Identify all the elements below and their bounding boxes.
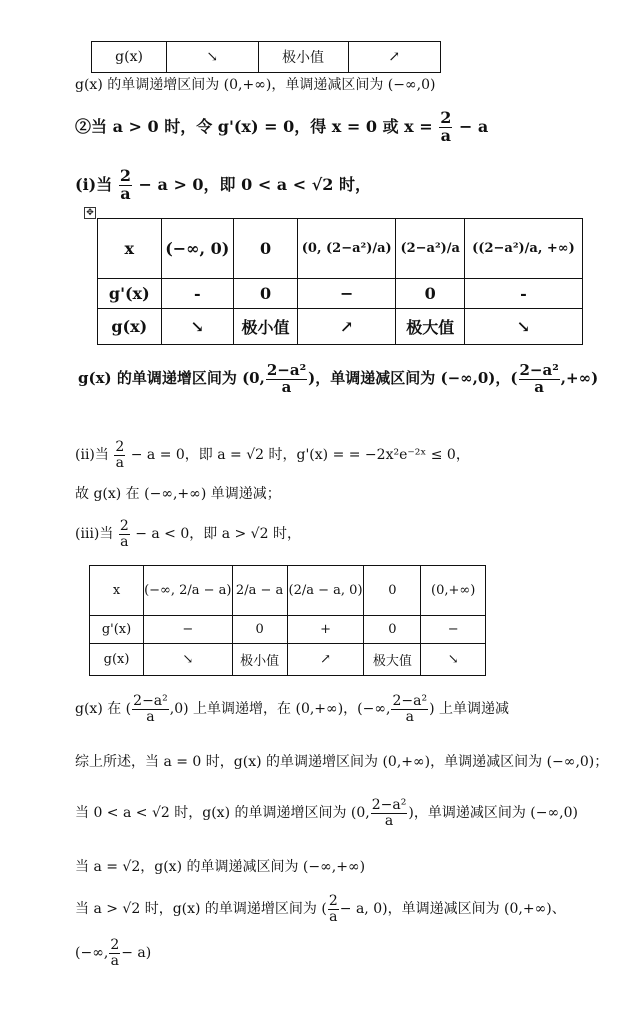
text: − a > 0，即 0 < a < √2 时，: [138, 175, 371, 194]
table-cell: -: [161, 279, 234, 309]
table-cell: 0: [364, 616, 421, 644]
table-cell: -: [464, 279, 582, 309]
summary-a-sqrt2: 当 a = √2，g(x) 的单调递减区间为 (−∞,+∞): [75, 859, 366, 875]
text: (ⅲ)当: [75, 526, 114, 542]
fraction: [371, 798, 408, 828]
numerator: 2: [328, 892, 338, 909]
table-cell: g(x): [90, 644, 144, 676]
table-cell: −: [421, 616, 486, 644]
text: ，单调递减区间为 (−∞,0)，: [315, 369, 511, 387]
table-cell: ↗: [348, 42, 440, 73]
case-iii-heading: [75, 516, 301, 552]
monotonicity-table-case-i: [97, 218, 583, 345]
monotonicity-table-case-iii: [89, 565, 486, 676]
fraction: [266, 360, 307, 396]
table-cell: 极大值: [396, 309, 464, 345]
text: ②当 a > 0 时，令 g'(x) = 0，得 x = 0 或 x =: [75, 117, 433, 136]
table-row: [98, 309, 583, 345]
monotonic-intervals-a0: g(x) 的单调递增区间为 (0,+∞)，单调递减区间为 (−∞,0): [75, 77, 436, 93]
fraction: [119, 519, 130, 549]
table-cell: (2/a − a, 0): [287, 566, 364, 616]
fraction: [519, 360, 560, 396]
table-cell: +: [287, 616, 364, 644]
table-cell: (0,+∞): [421, 566, 486, 616]
table-row: [90, 616, 486, 644]
table-cell: −: [144, 616, 232, 644]
numerator: 2: [115, 438, 125, 455]
numerator: 2: [119, 166, 131, 186]
table-cell: 极大值: [364, 644, 421, 676]
table-cell: ↗: [298, 309, 396, 345]
text: )，单调递减区间为 (−∞,0): [408, 805, 578, 821]
table-cell: ↘: [144, 644, 232, 676]
text: ,0) 上单调递增，在 (0,+∞)，(−∞,: [169, 701, 391, 717]
table-cell: (2−a²)/a: [396, 219, 464, 279]
denominator: a: [110, 952, 119, 969]
table-cell: 0: [396, 279, 464, 309]
table-row: [98, 219, 583, 279]
text: − a: [458, 117, 489, 136]
numerator: 2−a²: [519, 360, 559, 379]
denominator: a: [146, 708, 155, 725]
fraction: [132, 694, 169, 724]
fraction: [114, 440, 125, 470]
table-cell: ↘: [161, 309, 234, 345]
table-cell: −: [298, 279, 396, 309]
table-cell: (0, (2−a²)/a): [298, 219, 396, 279]
text: − a): [121, 945, 152, 961]
table-cell: 0: [234, 279, 298, 309]
table-move-handle-icon[interactable]: ✥: [84, 207, 96, 219]
text: g(x) 的单调递增区间为: [78, 369, 237, 387]
denominator: a: [440, 126, 451, 145]
denominator: a: [405, 708, 414, 725]
table-row: [90, 566, 486, 616]
table-cell: g'(x): [90, 616, 144, 644]
denominator: a: [534, 377, 545, 396]
denominator: a: [120, 184, 131, 203]
table-cell: ((2−a²)/a, +∞): [464, 219, 582, 279]
numerator: 2−a²: [266, 360, 307, 379]
case-i-result: g(x) 的单调递增区间为 (0, $\frac{\text{2−a²}}{a}$ )，单调递减区间为 (−∞,0)，( $\frac{\text{2−a²}}{a}$ ,+∞): [78, 360, 599, 396]
table-cell: g(x): [92, 42, 167, 73]
table-cell: g'(x): [98, 279, 162, 309]
numerator: 2−a²: [392, 692, 428, 709]
case-ii-heading: [75, 438, 470, 472]
table-cell: 极小值: [234, 309, 298, 345]
text: − a, 0)，单调递减区间为 (0,+∞)、: [339, 901, 566, 917]
summary-a-between: [75, 794, 578, 832]
table-cell: 0: [364, 566, 421, 616]
text: 当 a > √2 时，g(x) 的单调递增区间为 (: [75, 901, 327, 917]
table-cell: 0: [232, 616, 287, 644]
fraction: [439, 110, 452, 145]
case-i-heading: [75, 166, 371, 204]
summary-a-greater-cont: [75, 934, 151, 972]
numerator: 2: [110, 936, 120, 953]
table-cell: 极小值: [232, 644, 287, 676]
fraction: [119, 168, 132, 203]
case-ii-result: 故 g(x) 在 (−∞,+∞) 单调递减；: [75, 486, 281, 502]
case-2-heading: [75, 108, 488, 146]
numerator: 2: [440, 108, 452, 128]
table-cell: ↗: [287, 644, 364, 676]
text: (ⅱ)当: [75, 447, 109, 463]
table-row: [92, 42, 441, 73]
fraction: [391, 694, 428, 724]
denominator: a: [281, 377, 292, 396]
denominator: a: [120, 533, 129, 550]
text: (−∞,: [75, 945, 109, 961]
text: − a < 0，即 a > √2 时，: [135, 526, 301, 542]
text: ) 上单调递减: [429, 701, 509, 717]
table-row: [98, 279, 583, 309]
table-cell: 极小值: [258, 42, 348, 73]
table-cell: x: [90, 566, 144, 616]
text: − a = 0，即 a = √2 时，g'(x) = = −2x²e⁻²ˣ ≤ 0，: [130, 447, 470, 463]
fraction: [328, 894, 339, 924]
table-cell: ↘: [464, 309, 582, 345]
numerator: 2−a²: [371, 796, 407, 813]
monotonicity-table-a0: [91, 41, 441, 73]
table-cell: (−∞, 2/a − a): [144, 566, 232, 616]
text: 当 0 < a < √2 时，g(x) 的单调递增区间为 (0,: [75, 805, 370, 821]
table-cell: x: [98, 219, 162, 279]
denominator: a: [329, 908, 338, 925]
table-cell: 0: [234, 219, 298, 279]
numerator: 2−a²: [133, 692, 168, 709]
table-cell: (−∞, 0): [161, 219, 234, 279]
table-cell: ↘: [167, 42, 258, 73]
table-row: [90, 644, 486, 676]
summary-a0: 综上所述，当 a = 0 时，g(x) 的单调递增区间为 (0,+∞)，单调递减区间为 (−∞,0)；: [75, 754, 609, 770]
case-iii-result: [75, 690, 509, 728]
table-cell: 2/a − a: [232, 566, 287, 616]
text: (ⅰ)当: [75, 175, 113, 194]
table-cell: g(x): [98, 309, 162, 345]
denominator: a: [115, 454, 124, 471]
fraction: [109, 938, 120, 968]
numerator: 2: [119, 517, 129, 534]
denominator: a: [384, 812, 394, 829]
text: g(x) 在 (: [75, 701, 132, 717]
table-cell: ↘: [421, 644, 486, 676]
summary-a-greater: [75, 890, 566, 928]
